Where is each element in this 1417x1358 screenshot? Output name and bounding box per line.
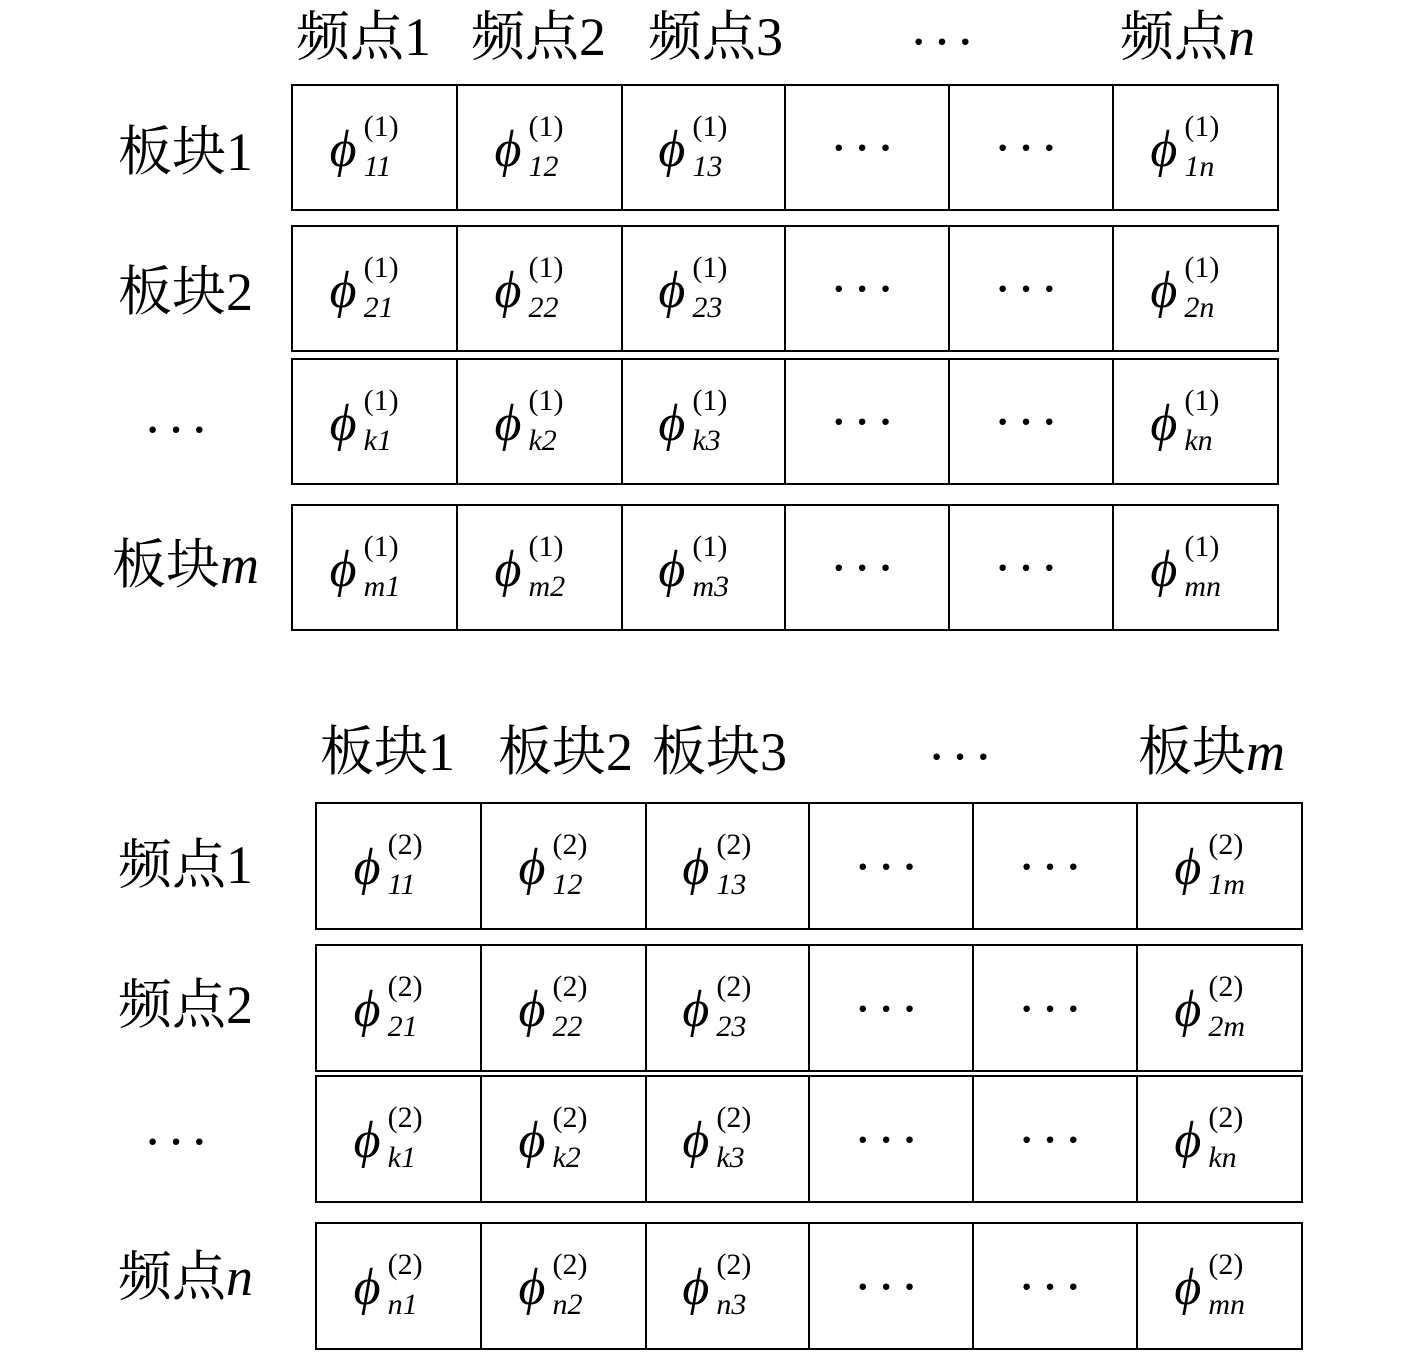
phi-base: ϕ: [329, 394, 357, 452]
table1-cell: [293, 506, 458, 629]
phi-subscript: k2: [528, 423, 557, 457]
phi-subscript: m2: [528, 569, 566, 603]
phi-symbol: [658, 382, 748, 462]
table2-cell: [974, 804, 1137, 928]
table2-col-header-index: 3: [760, 722, 787, 782]
table2-cell: [810, 946, 974, 1070]
phi-superscript: (2): [552, 828, 588, 861]
ellipsis: ···: [832, 266, 903, 311]
phi-symbol: [658, 108, 748, 188]
ellipsis: ···: [856, 843, 927, 889]
phi-subscript: n3: [716, 1288, 747, 1321]
phi-symbol: [1150, 249, 1240, 329]
table2-cell: [974, 1224, 1137, 1348]
phi-superscript: (1): [528, 250, 564, 284]
phi-base: ϕ: [518, 1259, 546, 1316]
table1-col-header-index: 3: [756, 7, 783, 67]
table2-col-header-text: 板块: [1138, 720, 1246, 783]
phi-superscript: (1): [1184, 250, 1220, 284]
table1-cell: [950, 227, 1113, 350]
table2-row-label-index: ···: [146, 1119, 217, 1164]
phi-superscript: (1): [692, 250, 728, 284]
table2-row-label-index: 1: [226, 835, 253, 895]
phi-symbol: [354, 1099, 444, 1179]
phi-superscript: (1): [528, 383, 564, 417]
phi-superscript: (2): [1208, 1248, 1244, 1281]
phi-superscript: (2): [1208, 970, 1244, 1003]
phi-symbol: [658, 528, 748, 608]
table1-cell: [1114, 506, 1277, 629]
phi-subscript: 11: [387, 868, 416, 901]
phi-subscript: n2: [552, 1288, 583, 1321]
table1-cell: [786, 227, 950, 350]
table2-cell: [482, 1224, 646, 1348]
phi-superscript: (2): [552, 970, 588, 1003]
table1-row-box: [291, 225, 1279, 352]
phi-base: ϕ: [682, 1112, 710, 1169]
phi-subscript: 11: [363, 149, 392, 183]
phi-base: ϕ: [353, 839, 381, 896]
ellipsis: ···: [995, 266, 1067, 311]
table2-row-label-text: 频点: [118, 973, 226, 1036]
table2-cell: [647, 946, 810, 1070]
phi-subscript: 13: [716, 868, 747, 901]
phi-base: ϕ: [494, 394, 522, 452]
table1-cell: [623, 506, 786, 629]
table2-row-box: [315, 1075, 1303, 1203]
table2-cell: [1138, 1224, 1301, 1348]
phi-symbol: [1150, 528, 1240, 608]
phi-superscript: (2): [1208, 828, 1244, 861]
table1-col-header-text: 频点: [471, 5, 579, 68]
phi-subscript: 22: [552, 1010, 583, 1043]
ellipsis: ···: [856, 985, 927, 1031]
phi-symbol: [518, 968, 608, 1048]
phi-subscript: kn: [1184, 423, 1213, 457]
table1-cell: [293, 360, 458, 483]
phi-subscript: mn: [1208, 1288, 1245, 1321]
phi-subscript: 23: [692, 290, 723, 324]
table2-row-label: [118, 833, 253, 896]
table1-row-label: [118, 260, 253, 323]
table1-col-header-text: 频点: [1120, 5, 1228, 68]
table2-col-header-text: 板块: [320, 720, 428, 783]
phi-subscript: mn: [1184, 569, 1221, 603]
table2-row-label: [118, 1245, 253, 1308]
table2-cell: [317, 804, 482, 928]
table1-row-label-index: m: [220, 535, 259, 595]
phi-base: ϕ: [518, 839, 546, 896]
phi-superscript: (1): [692, 109, 728, 143]
phi-subscript: 22: [528, 290, 559, 324]
table1-row-label-text: 板块: [118, 260, 226, 323]
phi-subscript: 21: [387, 1010, 418, 1043]
ellipsis: ···: [1019, 1116, 1091, 1162]
phi-base: ϕ: [1174, 1259, 1202, 1316]
table2-cell: [482, 804, 646, 928]
phi-superscript: (2): [716, 970, 752, 1003]
table2-cell: [647, 804, 810, 928]
table2-col-header: [652, 720, 787, 783]
table1-row-box: [291, 358, 1279, 485]
phi-superscript: (1): [1184, 383, 1220, 417]
phi-symbol: [682, 968, 772, 1048]
table1-cell: [950, 506, 1113, 629]
phi-symbol: [518, 1099, 608, 1179]
phi-superscript: (2): [387, 1248, 423, 1281]
table2-col-header: [498, 720, 633, 783]
phi-base: ϕ: [518, 1112, 546, 1169]
phi-subscript: 1m: [1208, 868, 1245, 901]
table2-col-header-index: 2: [606, 722, 633, 782]
phi-base: ϕ: [353, 981, 381, 1038]
table1-cell: [458, 227, 622, 350]
phi-base: ϕ: [329, 540, 357, 598]
ellipsis: ···: [995, 125, 1067, 170]
table1-row-label: [112, 533, 259, 596]
phi-subscript: 1n: [1184, 149, 1215, 183]
phi-subscript: 23: [716, 1010, 747, 1043]
table1-col-header-index: ···: [912, 19, 983, 64]
phi-symbol: [494, 249, 584, 329]
table1-cell: [1114, 360, 1277, 483]
table1-col-header: [912, 10, 982, 64]
table2-row-label-index: n: [226, 1247, 253, 1307]
phi-subscript: kn: [1208, 1141, 1237, 1174]
phi-symbol: [494, 108, 584, 188]
phi-base: ϕ: [1174, 981, 1202, 1038]
phi-base: ϕ: [1150, 261, 1178, 319]
phi-symbol: [354, 968, 444, 1048]
table1-col-header: [471, 5, 606, 68]
phi-subscript: 12: [528, 149, 559, 183]
phi-symbol: [1174, 826, 1264, 906]
phi-superscript: (1): [528, 109, 564, 143]
phi-subscript: m1: [363, 569, 401, 603]
table1-cell: [1114, 227, 1277, 350]
table1-row-label-text: 板块: [112, 533, 220, 596]
phi-base: ϕ: [494, 540, 522, 598]
phi-subscript: k1: [363, 423, 392, 457]
table1-row-label-text: 板块: [118, 120, 226, 183]
table2-col-header: [930, 725, 1000, 779]
phi-subscript: k1: [387, 1141, 416, 1174]
phi-symbol: [354, 1246, 444, 1326]
phi-symbol: [658, 249, 748, 329]
table2-cell: [1138, 1077, 1301, 1201]
table2-row-box: [315, 802, 1303, 930]
table2-cell: [482, 1077, 646, 1201]
phi-superscript: (1): [1184, 529, 1220, 563]
phi-superscript: (2): [387, 1101, 423, 1134]
table2-cell: [974, 946, 1137, 1070]
phi-base: ϕ: [658, 120, 686, 178]
phi-superscript: (1): [528, 529, 564, 563]
table1-row-label: [118, 120, 253, 183]
table2-cell: [317, 1224, 482, 1348]
table2-cell: [647, 1077, 810, 1201]
table2-row-label-text: 频点: [118, 833, 226, 896]
phi-base: ϕ: [353, 1112, 381, 1169]
phi-symbol: [494, 528, 584, 608]
phi-base: ϕ: [658, 394, 686, 452]
phi-base: ϕ: [494, 261, 522, 319]
phi-base: ϕ: [1150, 540, 1178, 598]
table1-col-header-index: 1: [404, 7, 431, 67]
table1-row-box: [291, 504, 1279, 631]
ellipsis: ···: [832, 125, 903, 170]
phi-base: ϕ: [1150, 120, 1178, 178]
phi-symbol: [330, 108, 420, 188]
table2-row-label-index: 2: [226, 975, 253, 1035]
table2-cell: [974, 1077, 1137, 1201]
phi-superscript: (2): [387, 828, 423, 861]
phi-subscript: 2m: [1208, 1010, 1245, 1043]
table1-col-header-index: n: [1228, 7, 1255, 67]
table2-col-header-text: 板块: [498, 720, 606, 783]
phi-symbol: [354, 826, 444, 906]
ellipsis: ···: [1019, 843, 1091, 889]
table2-cell: [1138, 804, 1301, 928]
table1-col-header-text: 频点: [648, 5, 756, 68]
table1-cell: [458, 360, 622, 483]
table2-row-box: [315, 944, 1303, 1072]
phi-base: ϕ: [682, 981, 710, 1038]
ellipsis: ···: [856, 1263, 927, 1309]
ellipsis: ···: [832, 399, 903, 444]
phi-base: ϕ: [353, 1259, 381, 1316]
table1-cell: [458, 506, 622, 629]
phi-subscript: 21: [363, 290, 394, 324]
ellipsis: ···: [1019, 985, 1091, 1031]
table1-cell: [786, 360, 950, 483]
table1-cell: [293, 86, 458, 209]
table1-row-label: [146, 398, 216, 452]
table1-cell: [1114, 86, 1277, 209]
table2-col-header-index: m: [1246, 722, 1285, 782]
ellipsis: ···: [995, 399, 1067, 444]
table1-cell: [458, 86, 622, 209]
phi-symbol: [1174, 1246, 1264, 1326]
phi-symbol: [1150, 108, 1240, 188]
table2-cell: [1138, 946, 1301, 1070]
table2-col-header-text: 板块: [652, 720, 760, 783]
phi-superscript: (1): [692, 383, 728, 417]
table2-row-label: [146, 1110, 216, 1164]
table2-cell: [317, 946, 482, 1070]
table1-row-label-index: 1: [226, 122, 253, 182]
table2-cell: [647, 1224, 810, 1348]
table2-cell: [810, 804, 974, 928]
table1-cell: [623, 86, 786, 209]
phi-base: ϕ: [329, 120, 357, 178]
table1-cell: [786, 86, 950, 209]
phi-base: ϕ: [658, 540, 686, 598]
phi-symbol: [1174, 1099, 1264, 1179]
phi-superscript: (2): [552, 1248, 588, 1281]
phi-base: ϕ: [494, 120, 522, 178]
phi-symbol: [330, 528, 420, 608]
ellipsis: ···: [856, 1116, 927, 1162]
table1-cell: [623, 227, 786, 350]
phi-symbol: [330, 382, 420, 462]
table1-col-header-index: 2: [579, 7, 606, 67]
phi-superscript: (1): [692, 529, 728, 563]
phi-symbol: [1150, 382, 1240, 462]
phi-base: ϕ: [329, 261, 357, 319]
table1-col-header: [648, 5, 783, 68]
table2-cell: [810, 1077, 974, 1201]
table1-row-box: [291, 84, 1279, 211]
table1-col-header: [1120, 5, 1255, 68]
phi-subscript: m3: [692, 569, 729, 603]
phi-superscript: (1): [363, 109, 399, 143]
phi-base: ϕ: [1174, 839, 1202, 896]
phi-base: ϕ: [682, 839, 710, 896]
phi-superscript: (2): [716, 828, 752, 861]
table2-cell: [482, 946, 646, 1070]
table1-cell: [786, 506, 950, 629]
phi-symbol: [518, 1246, 608, 1326]
ellipsis: ···: [832, 545, 903, 590]
table1-row-label-index: ···: [146, 407, 217, 452]
table2-row-box: [315, 1222, 1303, 1350]
table2-col-header-index: 1: [428, 722, 455, 782]
phi-base: ϕ: [658, 261, 686, 319]
phi-subscript: k3: [716, 1141, 745, 1174]
table1-cell: [950, 360, 1113, 483]
table1-cell: [293, 227, 458, 350]
phi-superscript: (2): [1208, 1101, 1244, 1134]
table1-col-header-text: 频点: [296, 5, 404, 68]
phi-superscript: (1): [363, 529, 399, 563]
phi-symbol: [682, 1099, 772, 1179]
ellipsis: ···: [995, 545, 1067, 590]
phi-base: ϕ: [518, 981, 546, 1038]
phi-subscript: 13: [692, 149, 723, 183]
ellipsis: ···: [1019, 1263, 1091, 1309]
phi-subscript: k3: [692, 423, 721, 457]
table2-col-header: [320, 720, 455, 783]
table2-col-header-index: ···: [930, 734, 1001, 779]
phi-symbol: [682, 1246, 772, 1326]
table2-col-header: [1138, 720, 1285, 783]
table1-cell: [950, 86, 1113, 209]
table1-row-label-index: 2: [226, 262, 253, 322]
phi-subscript: n1: [387, 1288, 418, 1321]
phi-superscript: (1): [363, 383, 399, 417]
phi-superscript: (2): [716, 1248, 752, 1281]
phi-superscript: (1): [1184, 109, 1220, 143]
phi-superscript: (2): [387, 970, 423, 1003]
table2-row-label-text: 频点: [118, 1245, 226, 1308]
phi-base: ϕ: [682, 1259, 710, 1316]
phi-superscript: (2): [716, 1101, 752, 1134]
phi-subscript: 12: [552, 868, 583, 901]
table2-row-label: [118, 973, 253, 1036]
phi-superscript: (2): [552, 1101, 588, 1134]
phi-subscript: k2: [552, 1141, 581, 1174]
phi-base: ϕ: [1150, 394, 1178, 452]
phi-superscript: (1): [363, 250, 399, 284]
phi-subscript: 2n: [1184, 290, 1215, 324]
table2-cell: [810, 1224, 974, 1348]
table2-cell: [317, 1077, 482, 1201]
phi-symbol: [330, 249, 420, 329]
phi-symbol: [682, 826, 772, 906]
phi-symbol: [494, 382, 584, 462]
table1-col-header: [296, 5, 431, 68]
phi-symbol: [518, 826, 608, 906]
phi-symbol: [1174, 968, 1264, 1048]
table1-cell: [623, 360, 786, 483]
phi-base: ϕ: [1174, 1112, 1202, 1169]
